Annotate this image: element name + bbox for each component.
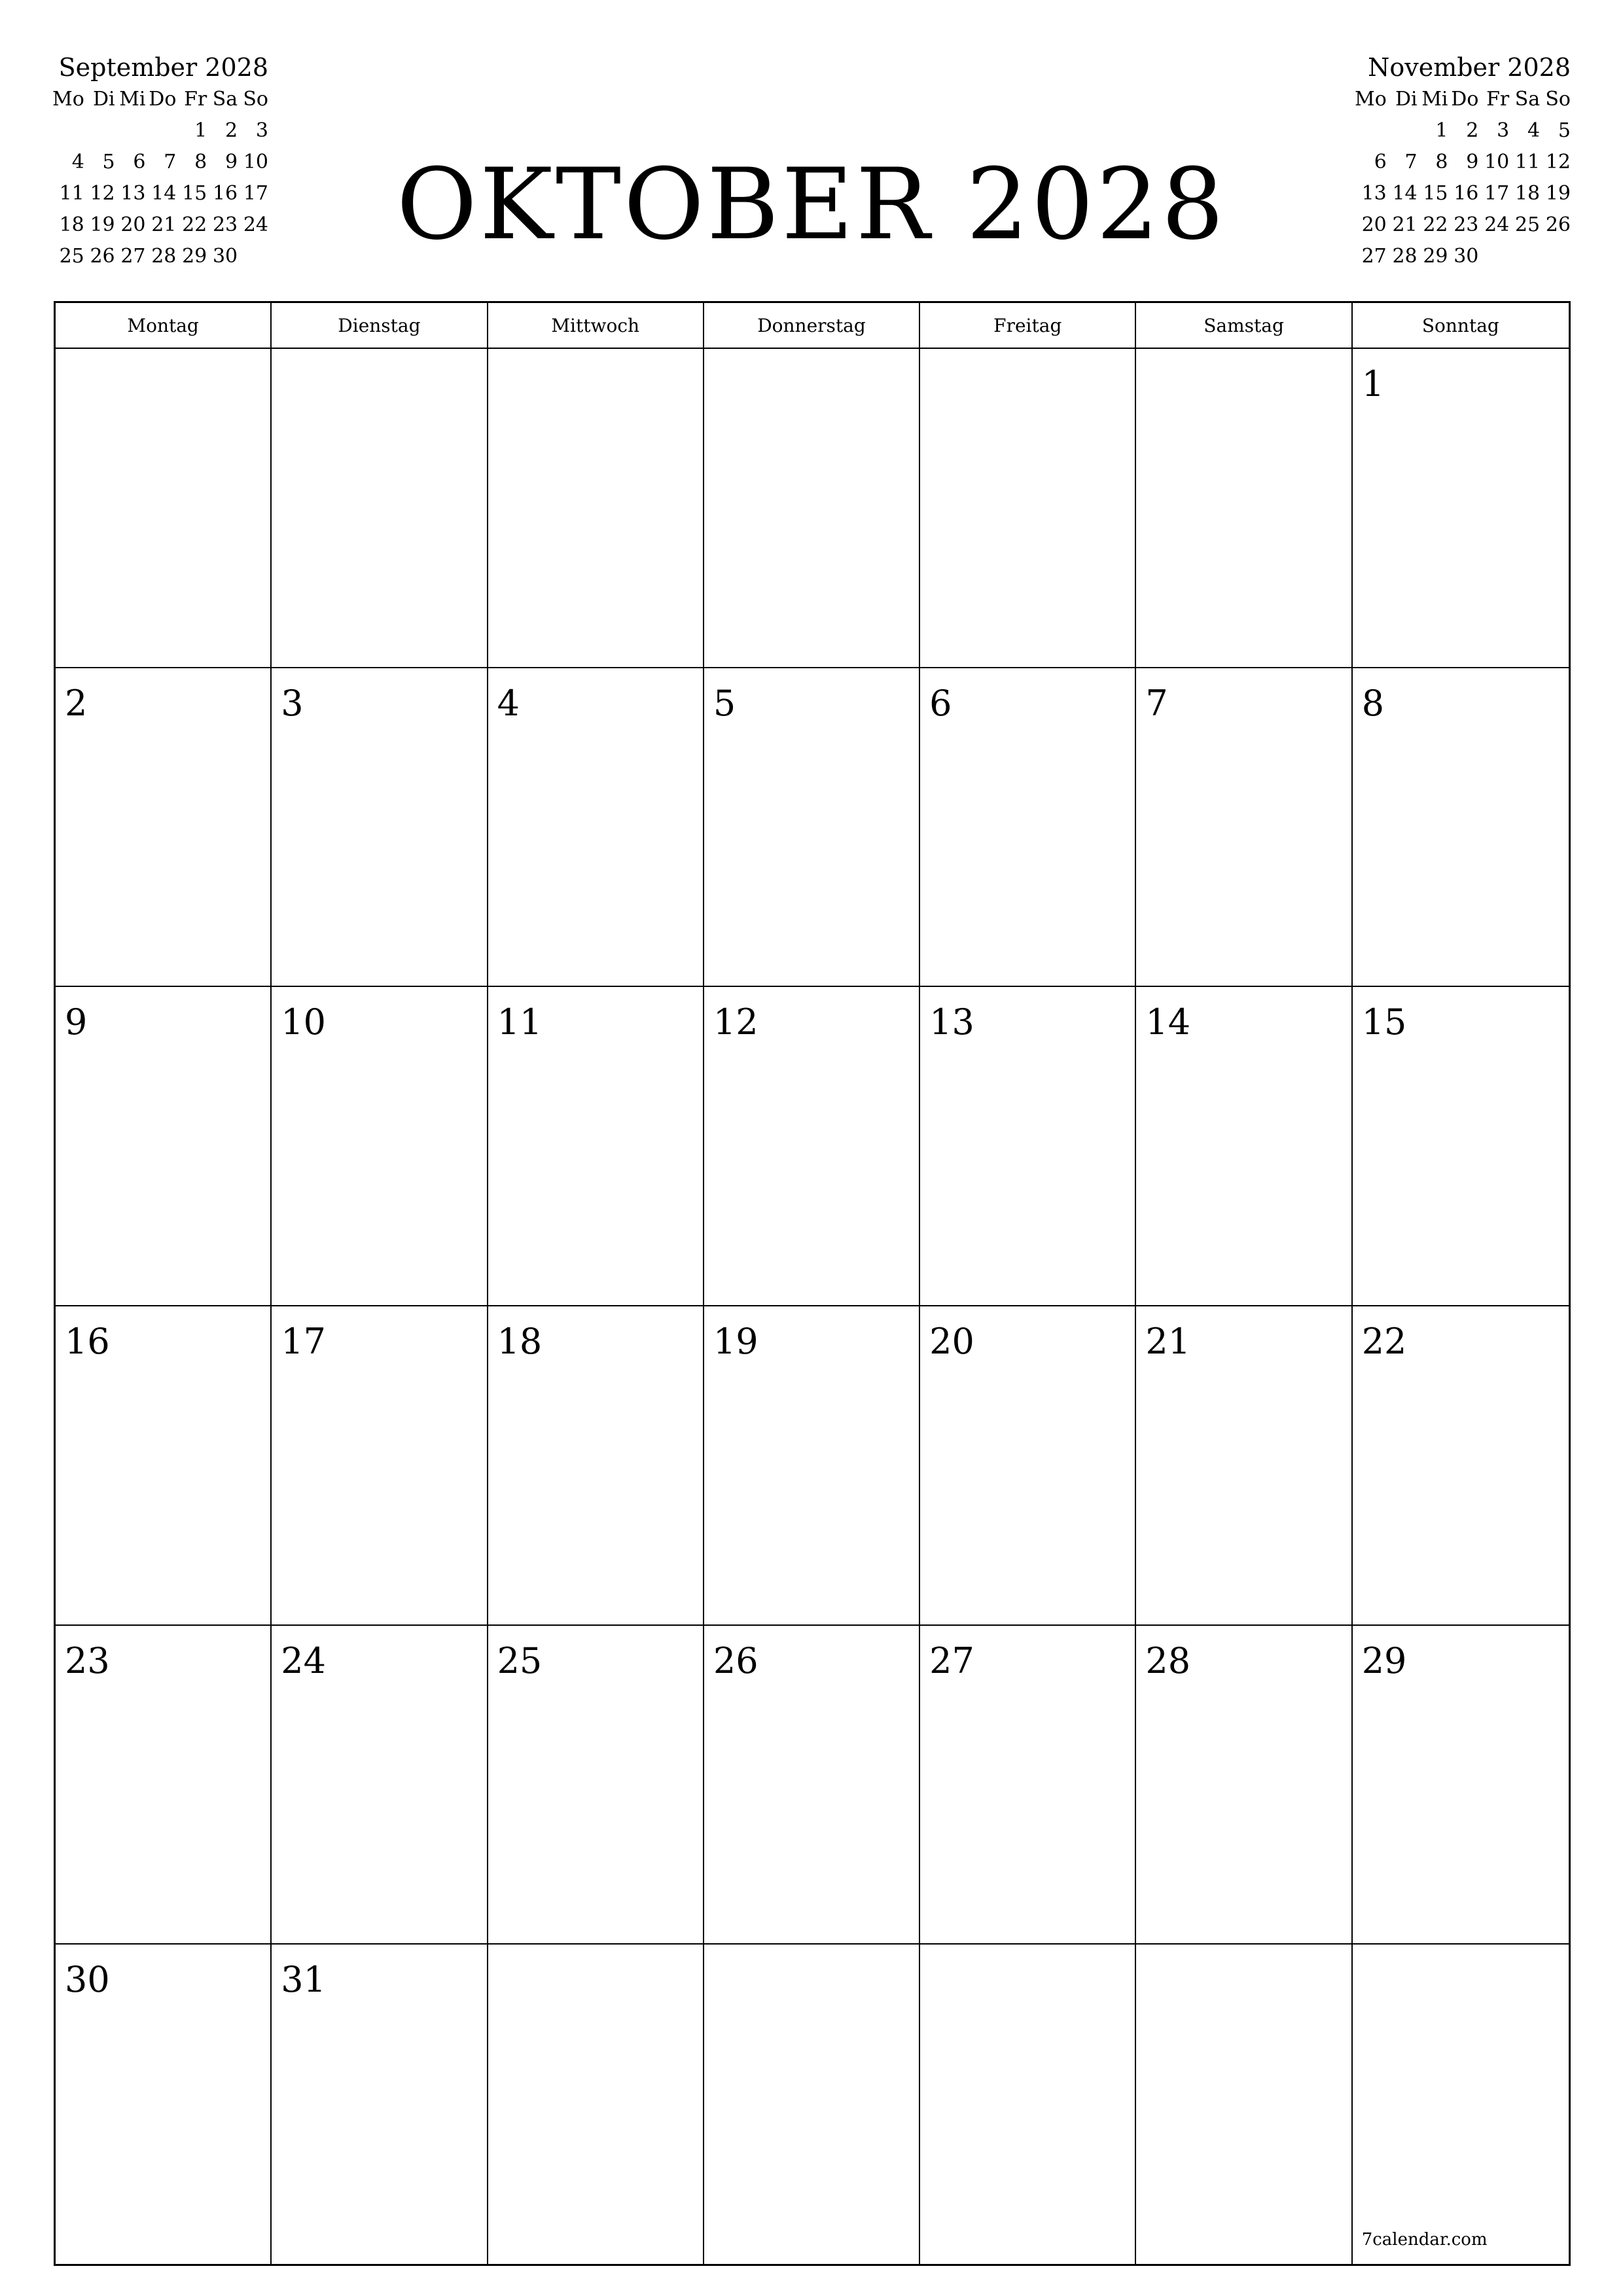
- day-number: 5: [713, 682, 736, 724]
- day-cell[interactable]: [56, 1626, 272, 1945]
- day-cell[interactable]: [1136, 1626, 1352, 1945]
- day-cell[interactable]: [488, 1945, 704, 2264]
- mini-day: 17: [243, 182, 268, 205]
- weekday-header: Samstag: [1136, 303, 1352, 349]
- mini-weekday: Di: [1395, 88, 1418, 111]
- month-grid: [54, 301, 1571, 2266]
- day-cell[interactable]: [920, 1626, 1136, 1945]
- day-cell[interactable]: [56, 1945, 272, 2264]
- day-cell[interactable]: [1136, 987, 1352, 1306]
- day-number: 16: [65, 1320, 110, 1362]
- mini-day: 27: [1361, 245, 1387, 268]
- day-number: 18: [497, 1320, 543, 1362]
- day-cell[interactable]: [920, 1306, 1136, 1626]
- day-number: 8: [1361, 682, 1385, 724]
- day-number: 24: [281, 1640, 326, 1681]
- mini-day: 10: [1484, 151, 1510, 173]
- mini-weekday: Mo: [52, 88, 84, 111]
- day-cell[interactable]: [1136, 349, 1352, 668]
- mini-day: 3: [255, 119, 268, 142]
- day-number: 20: [929, 1320, 974, 1362]
- mini-day: 19: [1545, 182, 1571, 205]
- day-number: 15: [1361, 1001, 1407, 1043]
- day-number: 14: [1145, 1001, 1191, 1043]
- day-number: 9: [65, 1001, 88, 1043]
- day-cell[interactable]: [1136, 1306, 1352, 1626]
- mini-day: 7: [164, 151, 177, 173]
- mini-day: 1: [1435, 119, 1448, 142]
- weekday-header: Sonntag: [1353, 303, 1569, 349]
- mini-day: 25: [59, 245, 84, 268]
- mini-weekday: Fr: [184, 88, 207, 111]
- day-number: 10: [281, 1001, 326, 1043]
- day-number: 19: [713, 1320, 758, 1362]
- day-cell[interactable]: [1353, 987, 1569, 1306]
- mini-weekday: Sa: [1514, 88, 1541, 111]
- day-cell[interactable]: [1136, 1945, 1352, 2264]
- mini-weekday: Mo: [1355, 88, 1387, 111]
- mini-day: 16: [1454, 182, 1479, 205]
- mini-day: 21: [1392, 213, 1418, 236]
- mini-day: 9: [1466, 151, 1479, 173]
- mini-day: 29: [1423, 245, 1448, 268]
- mini-day: 30: [1454, 245, 1479, 268]
- mini-day: 28: [151, 245, 177, 268]
- mini-day: 5: [102, 151, 115, 173]
- day-number: 1: [1361, 363, 1385, 404]
- day-cell[interactable]: [1353, 668, 1569, 988]
- day-number: 31: [281, 1959, 326, 2001]
- day-number: 26: [713, 1640, 758, 1681]
- day-cell[interactable]: [704, 1626, 920, 1945]
- mini-day: 7: [1404, 151, 1418, 173]
- day-number: 11: [497, 1001, 543, 1043]
- day-cell[interactable]: [920, 1945, 1136, 2264]
- mini-day: 17: [1484, 182, 1510, 205]
- mini-day: 12: [1545, 151, 1571, 173]
- day-number: 12: [713, 1001, 758, 1043]
- mini-day: 20: [1361, 213, 1387, 236]
- mini-day: 20: [120, 213, 146, 236]
- day-cell[interactable]: [1353, 1306, 1569, 1626]
- mini-day: [146, 115, 177, 147]
- mini-day: [84, 115, 115, 147]
- mini-day: 22: [1423, 213, 1448, 236]
- day-number: 21: [1145, 1320, 1191, 1362]
- day-number: 22: [1361, 1320, 1407, 1362]
- mini-weekday: Sa: [212, 88, 238, 111]
- mini-day: 19: [90, 213, 115, 236]
- mini-calendar-next: [1355, 51, 1571, 272]
- day-cell[interactable]: [1353, 1945, 1569, 2264]
- mini-day: [115, 115, 146, 147]
- day-number: 4: [497, 682, 520, 724]
- mini-weekday: Do: [1451, 88, 1479, 111]
- mini-day: 12: [90, 182, 115, 205]
- mini-day: 9: [225, 151, 238, 173]
- mini-day: 2: [225, 119, 238, 142]
- day-number: 3: [281, 682, 304, 724]
- mini-day: 24: [1484, 213, 1510, 236]
- day-number: 17: [281, 1320, 326, 1362]
- mini-day: 13: [120, 182, 146, 205]
- mini-weekday: So: [1545, 88, 1571, 111]
- mini-day: 13: [1361, 182, 1387, 205]
- day-cell[interactable]: [488, 1306, 704, 1626]
- day-number: 25: [497, 1640, 543, 1681]
- mini-day: 14: [1392, 182, 1418, 205]
- mini-day: 16: [212, 182, 238, 205]
- day-cell[interactable]: [272, 668, 488, 988]
- day-cell[interactable]: [704, 1306, 920, 1626]
- day-number: 29: [1361, 1640, 1407, 1681]
- day-cell[interactable]: [272, 987, 488, 1306]
- day-cell[interactable]: [488, 987, 704, 1306]
- mini-day: 14: [151, 182, 177, 205]
- mini-day: 21: [151, 213, 177, 236]
- day-cell[interactable]: [488, 668, 704, 988]
- day-number: 6: [929, 682, 952, 724]
- day-number: 27: [929, 1640, 974, 1681]
- day-cell[interactable]: [488, 349, 704, 668]
- day-cell[interactable]: [920, 668, 1136, 988]
- mini-day: 8: [194, 151, 207, 173]
- mini-day: 11: [59, 182, 84, 205]
- day-cell[interactable]: [272, 1626, 488, 1945]
- mini-day: 23: [1454, 213, 1479, 236]
- mini-day: 27: [120, 245, 146, 268]
- day-number: 23: [65, 1640, 110, 1681]
- mini-day: 22: [182, 213, 207, 236]
- mini-calendar-next-grid: [1355, 84, 1571, 272]
- weekday-header: Dienstag: [272, 303, 488, 349]
- mini-day: 26: [1545, 213, 1571, 236]
- mini-day: 23: [212, 213, 238, 236]
- mini-day: 30: [212, 245, 238, 268]
- weekday-header: Mittwoch: [488, 303, 704, 349]
- mini-weekday: Di: [92, 88, 115, 111]
- weekday-header: Montag: [56, 303, 272, 349]
- mini-day: 18: [1514, 182, 1541, 205]
- mini-day: 8: [1435, 151, 1448, 173]
- mini-day: 3: [1497, 119, 1510, 142]
- day-cell[interactable]: [1353, 1626, 1569, 1945]
- day-number: 30: [65, 1959, 110, 2001]
- mini-day: 26: [90, 245, 115, 268]
- day-number: 28: [1145, 1640, 1191, 1681]
- mini-day: [1387, 115, 1418, 147]
- mini-day: 15: [182, 182, 207, 205]
- day-number: 2: [65, 682, 88, 724]
- mini-day: [1355, 115, 1387, 147]
- weekday-header: Donnerstag: [704, 303, 920, 349]
- mini-day: 18: [59, 213, 84, 236]
- mini-day: 29: [182, 245, 207, 268]
- day-cell[interactable]: [272, 1945, 488, 2264]
- page-title: OKTOBER 2028: [396, 148, 1227, 262]
- day-cell[interactable]: [704, 1945, 920, 2264]
- day-number: 13: [929, 1001, 974, 1043]
- mini-day: 2: [1466, 119, 1479, 142]
- day-cell[interactable]: [56, 987, 272, 1306]
- mini-calendar-prev-title: September 2028: [58, 53, 268, 82]
- day-cell[interactable]: [704, 987, 920, 1306]
- day-cell[interactable]: [272, 1306, 488, 1626]
- mini-day: 28: [1392, 245, 1418, 268]
- mini-calendar-next-title: November 2028: [1368, 53, 1571, 82]
- mini-day: 10: [243, 151, 268, 173]
- mini-weekday: Fr: [1486, 88, 1510, 111]
- mini-weekday: So: [243, 88, 268, 111]
- mini-day: 4: [71, 151, 84, 173]
- day-cell[interactable]: [1353, 349, 1569, 668]
- mini-day: 6: [133, 151, 146, 173]
- mini-day: 24: [243, 213, 268, 236]
- day-cell[interactable]: [704, 668, 920, 988]
- day-cell[interactable]: [272, 349, 488, 668]
- mini-day: 25: [1514, 213, 1541, 236]
- mini-day: [52, 115, 84, 147]
- mini-weekday: Mi: [1421, 88, 1448, 111]
- day-number: 7: [1145, 682, 1168, 724]
- mini-day: 5: [1558, 119, 1571, 142]
- weekday-header: Freitag: [920, 303, 1136, 349]
- day-cell[interactable]: [920, 987, 1136, 1306]
- day-cell[interactable]: [488, 1626, 704, 1945]
- day-cell[interactable]: [920, 349, 1136, 668]
- mini-day: 6: [1374, 151, 1387, 173]
- day-cell[interactable]: [56, 1306, 272, 1626]
- mini-day: 4: [1527, 119, 1541, 142]
- day-cell[interactable]: [704, 349, 920, 668]
- mini-day: 1: [194, 119, 207, 142]
- day-cell[interactable]: [56, 668, 272, 988]
- mini-weekday: Mi: [119, 88, 146, 111]
- mini-day: 11: [1514, 151, 1541, 173]
- mini-weekday: Do: [149, 88, 177, 111]
- day-cell[interactable]: [1136, 668, 1352, 988]
- footer-credit: 7calendar.com: [1361, 2229, 1488, 2250]
- day-cell[interactable]: [56, 349, 272, 668]
- mini-day: 15: [1423, 182, 1448, 205]
